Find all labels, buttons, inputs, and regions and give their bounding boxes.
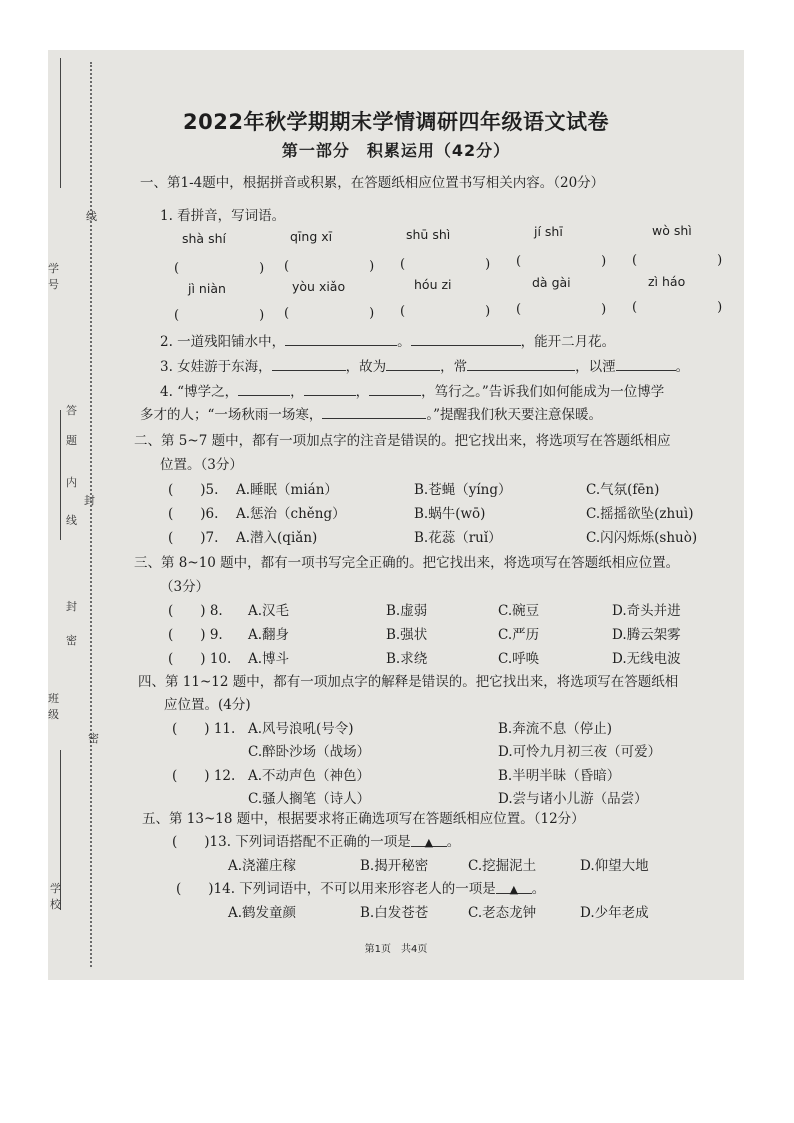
q11-option-a: A.风号浪吼(号令) xyxy=(248,721,354,737)
q9-option-d: D.腾云架雾 xyxy=(612,627,681,643)
q10-option-d: D.无线电波 xyxy=(612,651,681,667)
q8-number[interactable]: ( ) 8. xyxy=(168,603,223,619)
answer-box[interactable]: ( ) xyxy=(516,254,625,269)
text: ，常 xyxy=(440,359,468,375)
q4-header-cont: 应位置。(4分) xyxy=(164,697,251,713)
text: 。 xyxy=(397,334,411,350)
pinyin-5: wò shì xyxy=(652,223,692,238)
pinyin-8: hóu zi xyxy=(414,277,452,292)
margin-line-mid xyxy=(60,410,61,540)
answer-blank[interactable] xyxy=(496,881,532,894)
q2-header: 二、第 5~7 题中，都有一项加点字的注音是错误的。把它找出来，将选项写在答题纸相应 xyxy=(134,433,671,449)
answer-box[interactable]: ( ) xyxy=(174,308,283,323)
pinyin-9: dà gài xyxy=(532,275,571,290)
q1-sub1: 1. 看拼音，写词语。 xyxy=(160,208,286,224)
answer-box[interactable]: ( ) xyxy=(174,261,283,276)
text: ，故为 xyxy=(345,359,387,375)
text: ，笃行之。”告诉我们如何能成为一位博学 xyxy=(421,384,665,400)
margin-seal-4: 封 xyxy=(84,494,95,507)
q3-header-cont: （3分） xyxy=(160,579,210,595)
text: 3. 女娃游于东海， xyxy=(160,359,272,375)
fill-blank[interactable] xyxy=(285,333,397,346)
answer-box[interactable]: ( ) xyxy=(284,259,393,274)
q10-option-b: B.求绕 xyxy=(386,651,428,667)
q12-option-a: A.不动声色（神色） xyxy=(248,768,371,784)
fill-blank[interactable] xyxy=(304,383,356,396)
fill-blank[interactable] xyxy=(238,383,290,396)
q6-option-b: B.蜗牛(wō) xyxy=(414,506,486,522)
text: ， xyxy=(355,384,370,400)
q6-option-a: A.惩治（chěng） xyxy=(236,506,346,522)
answer-box[interactable]: ( ) xyxy=(400,304,509,319)
pinyin-4: jí shī xyxy=(534,224,563,239)
q5-option-c: C.气氛(fēn) xyxy=(586,482,660,498)
q6-number[interactable]: ( )6. xyxy=(168,506,219,522)
pinyin-3: shū shì xyxy=(406,227,451,242)
q9-number[interactable]: ( ) 9. xyxy=(168,627,223,643)
q6-option-c: C.摇摇欲坠(zhuì) xyxy=(586,506,694,522)
q10-number[interactable]: ( ) 10. xyxy=(168,651,232,667)
pinyin-2: qīng xī xyxy=(290,229,333,244)
q12-option-b: B.半明半昧（昏暗） xyxy=(498,768,621,784)
q9-option-b: B.强状 xyxy=(386,627,428,643)
q7-option-a: A.潜入(qiǎn) xyxy=(236,530,318,546)
text: 。 xyxy=(675,359,690,375)
q14-question xyxy=(176,877,545,897)
q11-option-d: D.可怜九月初三夜（可爱） xyxy=(498,744,662,760)
margin-seal-3: 内 xyxy=(66,476,77,489)
q13-option-d: D.仰望大地 xyxy=(580,858,649,874)
margin-seal-6: 密 xyxy=(66,634,77,647)
q7-option-b: B.花蕊（ruǐ） xyxy=(414,530,502,546)
q12-option-d: D.尝与诸小儿游（品尝） xyxy=(498,791,648,807)
margin-class: 班级 xyxy=(48,692,59,721)
q13-option-b: B.揭开秘密 xyxy=(360,858,429,874)
text: 。 xyxy=(531,881,546,897)
q5-section-header: 五、第 13~18 题中，根据要求将正确选项写在答题纸相应位置。（12分） xyxy=(142,811,585,827)
fill-blank[interactable] xyxy=(411,333,521,346)
answer-box[interactable]: ( ) xyxy=(516,302,625,317)
q12-number[interactable]: ( ) 12. xyxy=(172,768,236,784)
margin-student-no: 学号 xyxy=(48,262,59,291)
answer-box[interactable]: ( ) xyxy=(400,257,509,272)
q4-header: 四、第 11~12 题中，都有一项加点字的解释是错误的。把它找出来，将选项写在答题纸相 xyxy=(138,674,679,690)
text: 2. 一道残阳铺水中， xyxy=(160,334,286,350)
margin-line-label: 线 xyxy=(86,210,97,223)
q1-line4-cont xyxy=(140,403,602,423)
fill-blank[interactable] xyxy=(616,358,676,371)
q7-option-c: C.闪闪烁烁(shuò) xyxy=(586,530,698,546)
q8-option-a: A.汉毛 xyxy=(248,603,290,619)
page-footer: 第1页 共4页 xyxy=(364,944,428,955)
margin-mi: 密 xyxy=(88,732,99,745)
q8-option-b: B.虚弱 xyxy=(386,603,428,619)
margin-seal-7: 封 xyxy=(66,600,77,613)
q11-option-c: C.醉卧沙场（战场） xyxy=(248,744,371,760)
q10-option-a: A.博斗 xyxy=(248,651,290,667)
q12-option-c: C.骚人搁笔（诗人） xyxy=(248,791,371,807)
q14-option-a: A.鹤发童颜 xyxy=(228,905,297,921)
text: 多才的人；“一场秋雨一场寒， xyxy=(140,407,323,423)
fill-blank[interactable] xyxy=(386,358,440,371)
q10-option-c: C.呼唤 xyxy=(498,651,540,667)
q11-number[interactable]: ( ) 11. xyxy=(172,721,236,737)
q9-option-a: A.翻身 xyxy=(248,627,290,643)
q13-text: ( )13. 下列词语搭配不正确的一项是 xyxy=(172,834,411,850)
pinyin-6: jì niàn xyxy=(188,281,226,296)
q3-header: 三、第 8~10 题中，都有一项书写完全正确的。把它找出来，将选项写在答题纸相应位置。 xyxy=(134,555,680,571)
fill-blank[interactable] xyxy=(272,358,346,371)
q2-header-cont: 位置。（3分） xyxy=(160,457,243,473)
q11-option-b: B.奔流不息（停止) xyxy=(498,721,612,737)
q8-option-d: D.奇头并进 xyxy=(612,603,681,619)
pinyin-1: shà shí xyxy=(182,231,226,246)
answer-box[interactable]: ( ) xyxy=(284,306,393,321)
exam-paper xyxy=(48,50,744,980)
q7-number[interactable]: ( )7. xyxy=(168,530,219,546)
text: ，能开二月花。 xyxy=(520,334,616,350)
q5-number[interactable]: ( )5. xyxy=(168,482,219,498)
q13-question xyxy=(172,830,460,850)
q9-option-c: C.严历 xyxy=(498,627,540,643)
q1-header: 一、第1-4题中，根据拼音或积累，在答题纸相应位置书写相关内容。（20分） xyxy=(140,175,605,191)
answer-box[interactable]: ( ) xyxy=(632,300,741,315)
margin-school: 学校 xyxy=(50,882,61,911)
triangle-marker-icon: ▲ xyxy=(509,883,519,896)
triangle-marker-icon: ▲ xyxy=(424,836,434,849)
margin-seal-5: 线 xyxy=(66,514,77,527)
answer-box[interactable]: ( ) xyxy=(632,253,741,268)
text: 4. “博学之， xyxy=(160,384,239,400)
q5-option-b: B.苍蝇（yíng） xyxy=(414,482,512,498)
q8-option-c: C.碗豆 xyxy=(498,603,540,619)
margin-seal-2: 答 xyxy=(66,404,77,417)
q14-option-c: C.老态龙钟 xyxy=(468,905,537,921)
text: 。 xyxy=(446,834,461,850)
exam-title: 2022年秋学期期末学情调研四年级语文试卷 xyxy=(183,110,609,134)
binding-dotted-line xyxy=(90,62,92,967)
part1-title: 第一部分 积累运用（42分） xyxy=(281,141,511,160)
answer-blank[interactable] xyxy=(411,834,447,847)
q13-option-a: A.浇灌庄稼 xyxy=(228,858,297,874)
pinyin-7: yòu xiǎo xyxy=(292,279,346,294)
q5-option-a: A.睡眠（mián） xyxy=(236,482,338,498)
q1-line2 xyxy=(160,330,615,350)
q1-line3 xyxy=(160,355,689,375)
q1-line4 xyxy=(160,380,664,400)
text: 。”提醒我们秋天要注意保暖。 xyxy=(426,407,603,423)
text: ， xyxy=(290,384,304,400)
pinyin-10: zì háo xyxy=(648,274,686,289)
margin-seal-1: 题 xyxy=(66,434,77,447)
q13-option-c: C.挖掘泥土 xyxy=(468,858,537,874)
fill-blank[interactable] xyxy=(467,358,575,371)
q14-text: ( )14. 下列词语中，不可以用来形容老人的一项是 xyxy=(176,881,496,897)
fill-blank[interactable] xyxy=(369,383,421,396)
q14-option-b: B.白发苍苍 xyxy=(360,905,429,921)
fill-blank[interactable] xyxy=(322,406,426,419)
text: ，以湮 xyxy=(575,359,616,375)
q14-option-d: D.少年老成 xyxy=(580,905,649,921)
